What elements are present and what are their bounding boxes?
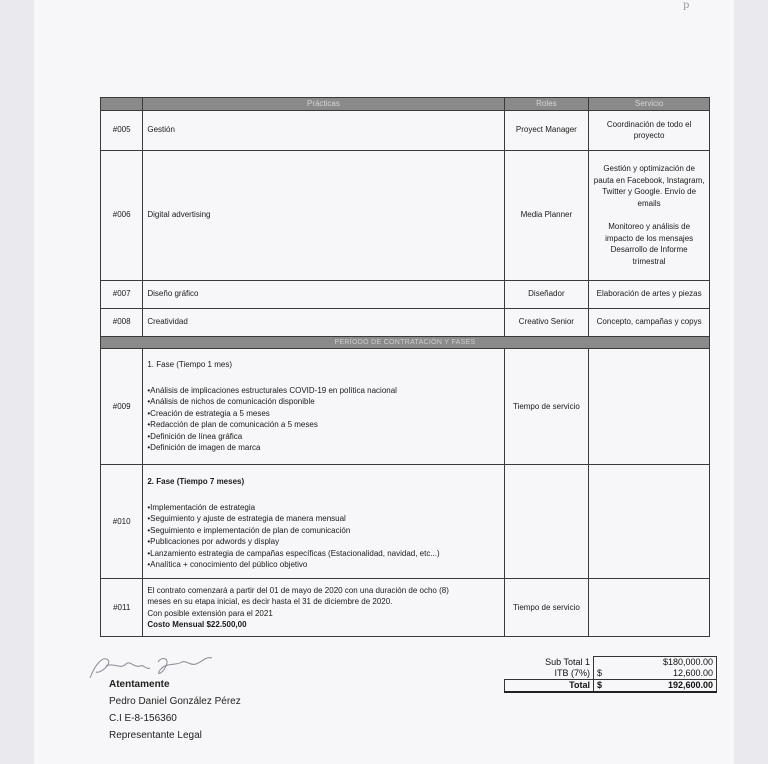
total-row bbox=[505, 680, 717, 693]
subtotal-label: Sub Total 1 bbox=[545, 656, 590, 667]
list-item: •Implementación de estrategia bbox=[147, 502, 256, 512]
row-code: #008 bbox=[101, 308, 143, 336]
header-code bbox=[101, 98, 143, 111]
list-item: •Lanzamiento estrategia de campañas específicas (Estacionalidad, navidad, etc...) bbox=[147, 548, 440, 558]
table-row bbox=[101, 150, 710, 280]
list-item: •Creación de estrategia a 5 meses bbox=[147, 408, 270, 418]
list-item: •Seguimiento y ajuste de estrategia de manera mensual bbox=[147, 514, 346, 524]
total-label: Total bbox=[505, 680, 594, 693]
table-row bbox=[101, 579, 710, 637]
total-value: 192,600.00 bbox=[608, 680, 717, 693]
subtotal-value: $180,000.00 bbox=[594, 657, 717, 669]
row-rol: Proyect Manager bbox=[504, 110, 589, 150]
row-rol: Diseñador bbox=[504, 280, 589, 308]
contract-content bbox=[143, 579, 504, 637]
contract-line: Con posible extensión para el 2021 bbox=[147, 608, 273, 618]
signer-name: Pedro Daniel González Pérez bbox=[109, 696, 241, 707]
row-servicio bbox=[589, 150, 710, 280]
phase-rol: Tiempo de servicio bbox=[504, 349, 589, 465]
contract-servicio bbox=[589, 579, 710, 637]
signature-block bbox=[109, 676, 241, 744]
phase-code: #010 bbox=[101, 465, 143, 579]
row-practica: Digital advertising bbox=[143, 150, 504, 280]
servicio-part-2: Monitoreo y análisis de impacto de los mensajes Desarrollo de Informe trimestral bbox=[605, 222, 694, 266]
contract-line: meses en su etapa inicial, es decir hasta el 31 de diciembre de 2020. bbox=[147, 597, 393, 606]
list-item: •Definición de imagen de marca bbox=[147, 443, 261, 453]
row-servicio: Elaboración de artes y piezas bbox=[589, 280, 710, 308]
period-band: PERÍODO DE CONTRATACIÓN Y FASES bbox=[101, 336, 710, 349]
phase-servicio bbox=[589, 349, 710, 465]
row-code: #006 bbox=[101, 150, 143, 280]
header-practicas: Prácticas bbox=[143, 98, 504, 111]
row-rol: Creativo Senior bbox=[504, 308, 589, 336]
row-rol: Media Planner bbox=[504, 150, 589, 280]
total-currency: $ bbox=[594, 680, 609, 693]
table-row bbox=[101, 110, 710, 150]
phase-servicio bbox=[589, 465, 710, 579]
phase-title: 2. Fase (Tiempo 7 meses) bbox=[147, 477, 245, 487]
list-item: •Publicaciones por adwords y display bbox=[147, 537, 280, 547]
totals-table bbox=[504, 656, 717, 693]
contract-cost: Costo Mensual $22.500,00 bbox=[147, 620, 247, 629]
table-row bbox=[101, 280, 710, 308]
row-servicio: Coordinación de todo el proyecto bbox=[589, 110, 710, 150]
signer-id: C.I E-8-156360 bbox=[109, 713, 177, 724]
phase-content bbox=[143, 349, 504, 465]
itb-row bbox=[505, 668, 717, 680]
table-row bbox=[101, 308, 710, 336]
row-practica: Creatividad bbox=[143, 308, 504, 336]
signer-title: Representante Legal bbox=[109, 730, 202, 741]
row-code: #005 bbox=[101, 110, 143, 150]
list-item: •Redacción de plan de comunicación a 5 meses bbox=[147, 420, 318, 430]
closing-text: Atentamente bbox=[109, 679, 170, 690]
phase-code: #009 bbox=[101, 349, 143, 465]
services-table bbox=[100, 97, 710, 637]
row-code: #007 bbox=[101, 280, 143, 308]
list-item: •Análisis de implicaciones estructurales COVID-19 en política nacional bbox=[147, 385, 397, 395]
period-band-row bbox=[101, 336, 710, 349]
list-item: •Análisis de nichos de comunicación disponible bbox=[147, 397, 315, 407]
list-item: •Seguimiento e implementación de plan de comunicación bbox=[147, 525, 351, 535]
contract-code: #011 bbox=[101, 579, 143, 637]
contract-rol: Tiempo de servicio bbox=[504, 579, 589, 637]
phase-content bbox=[143, 465, 504, 579]
phase-rol bbox=[504, 465, 589, 579]
itb-currency: $ bbox=[594, 668, 609, 680]
row-practica: Diseño gráfico bbox=[143, 280, 504, 308]
contract-line: El contrato comenzará a partir del 01 de mayo de 2020 con una duración de ocho (8) bbox=[147, 585, 449, 595]
servicio-part-1: Gestión y optimización de pauta en Facebook, Instagram, Twitter y Google. Envío de emails bbox=[593, 164, 705, 208]
phase-title: 1. Fase (Tiempo 1 mes) bbox=[147, 360, 232, 370]
subtotal-row bbox=[505, 657, 717, 669]
row-servicio: Concepto, campañas y copys bbox=[589, 308, 710, 336]
row-practica: Gestión bbox=[143, 110, 504, 150]
itb-label: ITB (7%) bbox=[554, 668, 590, 678]
pencil-mark: p bbox=[683, 0, 690, 11]
header-servicio: Servicio bbox=[589, 98, 710, 111]
header-roles: Roles bbox=[504, 98, 589, 111]
table-row bbox=[101, 349, 710, 465]
list-item: •Analítica + conocimiento del público objetivo bbox=[147, 560, 308, 570]
itb-value: 12,600.00 bbox=[608, 668, 717, 680]
table-header-row bbox=[101, 98, 710, 111]
list-item: •Definición de línea gráfica bbox=[147, 431, 243, 441]
table-row bbox=[101, 465, 710, 579]
